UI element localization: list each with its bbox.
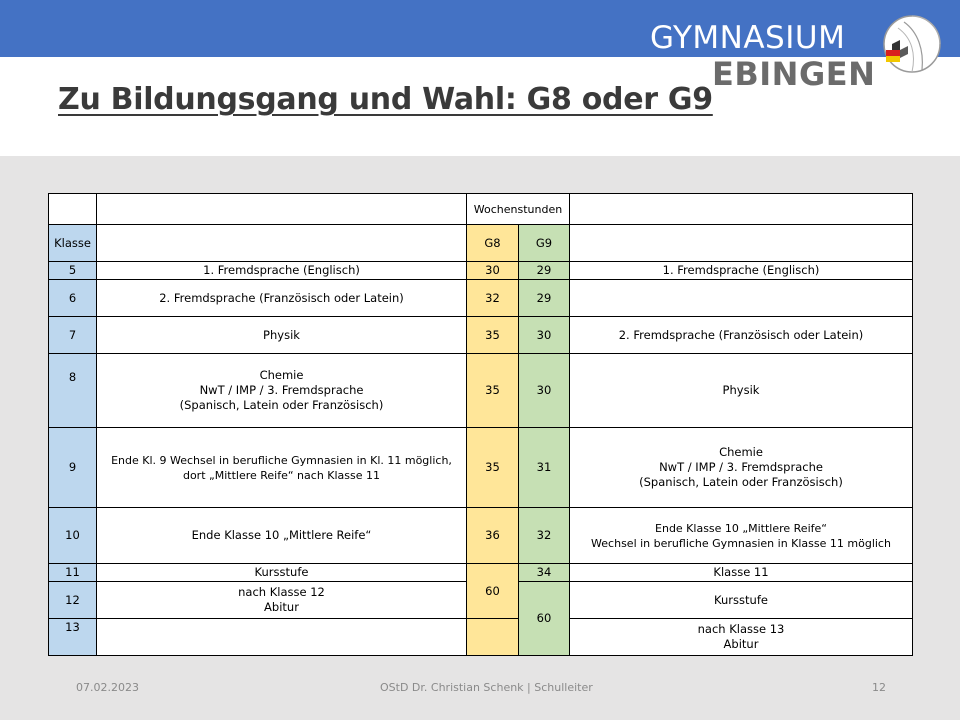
comparison-table (48, 193, 913, 656)
g8-hours-cell (467, 619, 519, 656)
g9-hours-cell: 34 (519, 564, 570, 582)
g8-subject-cell (97, 619, 467, 656)
table-row (49, 280, 913, 317)
g9-hours-cell: 30 (519, 317, 570, 354)
header-blank-cell (97, 194, 467, 225)
table-header-row-1 (49, 194, 913, 225)
g9-subject-cell: Ende Klasse 10 „Mittlere Reife“ Wechsel in berufliche Gymnasien in Klasse 11 möglich (570, 508, 913, 564)
header-g8: G8 (467, 225, 519, 262)
g8-subject-cell: Chemie NwT / IMP / 3. Fremdsprache (Spanisch, Latein oder Französisch) (97, 354, 467, 428)
slide-title: Zu Bildungsgang und Wahl: G8 oder G9 (58, 82, 713, 117)
g8-hours-cell: 35 (467, 317, 519, 354)
g8-hours-cell: 36 (467, 508, 519, 564)
g8-subject-cell: Ende Klasse 10 „Mittlere Reife“ (97, 508, 467, 564)
header-blank-cell (97, 225, 467, 262)
g9-hours-cell: 30 (519, 354, 570, 428)
table-row (49, 317, 913, 354)
footer-author: OStD Dr. Christian Schenk | Schulleiter (380, 681, 593, 694)
header-blank-cell (49, 194, 97, 225)
klasse-cell: 10 (49, 508, 97, 564)
school-logo-emblem (878, 10, 942, 78)
g9-subject-cell: 2. Fremdsprache (Französisch oder Latein) (570, 317, 913, 354)
klasse-cell: 5 (49, 262, 97, 280)
g8-subject-cell: 2. Fremdsprache (Französisch oder Latein) (97, 280, 467, 317)
table-row (49, 619, 913, 656)
school-logo-line2: EBINGEN (712, 55, 876, 93)
g9-hours-cell: 29 (519, 280, 570, 317)
klasse-cell: 6 (49, 280, 97, 317)
g9-hours-cell: 29 (519, 262, 570, 280)
header-g9: G9 (519, 225, 570, 262)
klasse-cell: 11 (49, 564, 97, 582)
klasse-cell: 8 (49, 354, 97, 428)
g8-hours-cell: 32 (467, 280, 519, 317)
g9-subject-cell: nach Klasse 13 Abitur (570, 619, 913, 656)
g9-subject-cell: Chemie NwT / IMP / 3. Fremdsprache (Spanisch, Latein oder Französisch) (570, 428, 913, 508)
table-row (49, 262, 913, 280)
header-blank-cell (570, 194, 913, 225)
g9-hours-cell: 60 (519, 582, 570, 656)
table-row (49, 354, 913, 428)
klasse-cell: 7 (49, 317, 97, 354)
g8-hours-cell: 35 (467, 354, 519, 428)
g8-subject-cell: 1. Fremdsprache (Englisch) (97, 262, 467, 280)
footer-page-number: 12 (872, 681, 886, 694)
g8-subject-cell: Kursstufe (97, 564, 467, 582)
g9-hours-cell: 32 (519, 508, 570, 564)
g8-hours-cell: 60 (467, 564, 519, 619)
header-blank-cell (570, 225, 913, 262)
footer-date: 07.02.2023 (76, 681, 139, 694)
table-row (49, 564, 913, 582)
g9-subject-cell: Klasse 11 (570, 564, 913, 582)
school-logo-line1: GYMNASIUM (650, 20, 846, 56)
g8-subject-cell: Physik (97, 317, 467, 354)
klasse-cell: 12 (49, 582, 97, 619)
klasse-cell: 9 (49, 428, 97, 508)
table-row (49, 508, 913, 564)
header-wochenstunden: Wochenstunden (467, 194, 570, 225)
g8-subject-cell: nach Klasse 12 Abitur (97, 582, 467, 619)
g9-subject-cell: Kursstufe (570, 582, 913, 619)
g8-hours-cell: 30 (467, 262, 519, 280)
g9-subject-cell (570, 280, 913, 317)
g9-hours-cell: 31 (519, 428, 570, 508)
table-row (49, 428, 913, 508)
klasse-cell: 13 (49, 619, 97, 656)
g9-subject-cell: 1. Fremdsprache (Englisch) (570, 262, 913, 280)
g9-subject-cell: Physik (570, 354, 913, 428)
table-header-row-2 (49, 225, 913, 262)
header-klasse: Klasse (49, 225, 97, 262)
g8-subject-cell: Ende Kl. 9 Wechsel in berufliche Gymnasien in Kl. 11 möglich, dort „Mittlere Reife“ nach Klasse 11 (97, 428, 467, 508)
g8-hours-cell: 35 (467, 428, 519, 508)
